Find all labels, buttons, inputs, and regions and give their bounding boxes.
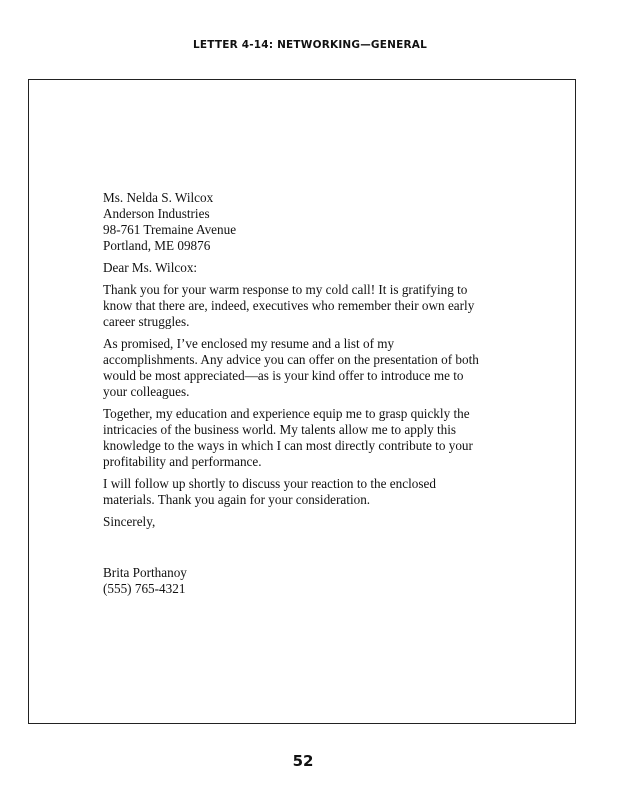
paragraph-line: knowledge to the ways in which I can most directly contribute to your bbox=[103, 438, 473, 453]
paragraph-2 bbox=[103, 336, 503, 400]
letter-body bbox=[103, 190, 503, 603]
paragraph-line: Together, my education and experience equip me to grasp quickly the bbox=[103, 406, 470, 421]
paragraph-line: As promised, I’ve enclosed my resume and a list of my bbox=[103, 336, 395, 351]
recipient-name: Ms. Nelda S. Wilcox bbox=[103, 190, 214, 205]
recipient-company: Anderson Industries bbox=[103, 206, 210, 221]
paragraph-line: Thank you for your warm response to my cold call! It is gratifying to bbox=[103, 282, 468, 297]
salutation-text: Dear Ms. Wilcox: bbox=[103, 260, 198, 275]
recipient-street: 98-761 Tremaine Avenue bbox=[103, 222, 237, 237]
closing bbox=[103, 514, 503, 530]
paragraph-line: career struggles. bbox=[103, 314, 190, 329]
paragraph-line: your colleagues. bbox=[103, 384, 190, 399]
page-header-title: LETTER 4-14: NETWORKING—GENERAL bbox=[193, 39, 427, 51]
paragraph-line: know that there are, indeed, executives who remember their own early bbox=[103, 298, 475, 313]
paragraph-line: materials. Thank you again for your consideration. bbox=[103, 492, 371, 507]
signer-name: Brita Porthanoy bbox=[103, 565, 187, 580]
paragraph-line: profitability and performance. bbox=[103, 454, 262, 469]
recipient-city: Portland, ME 09876 bbox=[103, 238, 211, 253]
paragraph-line: intricacies of the business world. My talents allow me to apply this bbox=[103, 422, 457, 437]
paragraph-3 bbox=[103, 406, 503, 470]
paragraph-line: I will follow up shortly to discuss your reaction to the enclosed bbox=[103, 476, 436, 491]
paragraph-line: would be most appreciated—as is your kind offer to introduce me to bbox=[103, 368, 464, 383]
recipient-address bbox=[103, 190, 503, 254]
signer-phone: (555) 765-4321 bbox=[103, 581, 186, 596]
paragraph-1 bbox=[103, 282, 503, 330]
paragraph-line: accomplishments. Any advice you can offer on the presentation of both bbox=[103, 352, 479, 367]
salutation bbox=[103, 260, 503, 276]
closing-text: Sincerely, bbox=[103, 514, 156, 529]
signature-block bbox=[103, 565, 503, 597]
paragraph-4 bbox=[103, 476, 503, 508]
page-number: 52 bbox=[292, 752, 314, 770]
signature-space bbox=[103, 536, 503, 565]
